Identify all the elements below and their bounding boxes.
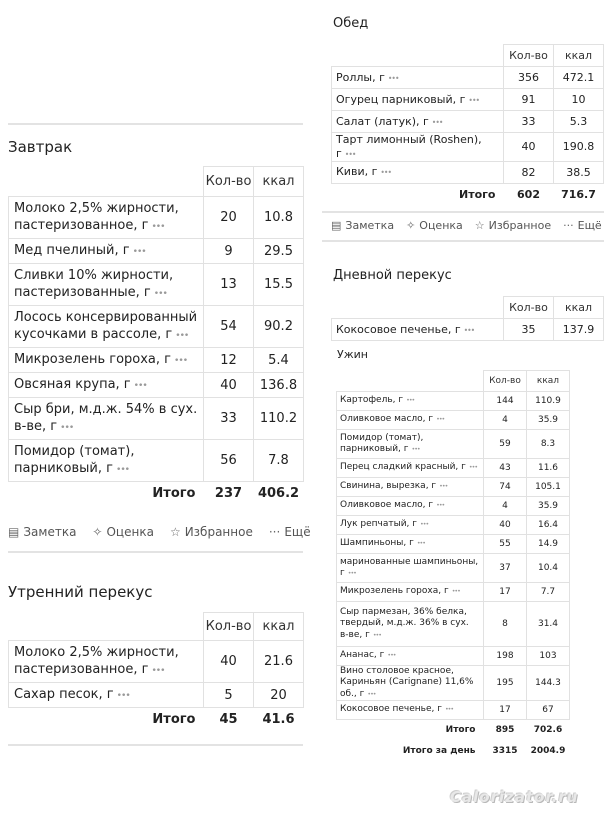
kcal-cell: 67 [527, 700, 570, 719]
day-total-kcal: 2004.9 [530, 745, 566, 756]
breakfast-title: Завтрак [8, 138, 73, 156]
kcal-cell: 8.3 [527, 430, 570, 459]
food-name[interactable]: Оливковое масло, г [340, 500, 434, 511]
table-row [337, 535, 570, 554]
food-name-cell[interactable] [337, 666, 484, 701]
kcal-cell: 90.2 [254, 306, 304, 348]
snack-morning-total-label: Итого [152, 712, 196, 728]
food-name[interactable]: маринованные шампиньоны, г [340, 556, 479, 578]
breakfast-top-divider [8, 123, 303, 125]
breakfast-total-label: Итого [152, 486, 196, 502]
column-header-qty: Кол-во [484, 371, 527, 392]
kcal-cell: 7.7 [527, 583, 570, 602]
food-name-cell[interactable] [337, 478, 484, 497]
breakfast-total-qty: 237 [214, 486, 243, 502]
qty-cell: 35 [504, 319, 554, 341]
note-icon: ▤ [8, 525, 20, 539]
food-name-cell[interactable] [9, 440, 204, 482]
row-menu-icon[interactable]: ••• [133, 380, 147, 391]
food-name[interactable]: Молоко 2,5% жирности, пастеризованное, г [14, 645, 179, 677]
food-name-cell[interactable] [332, 89, 504, 111]
kcal-cell: 103 [527, 647, 570, 666]
food-name[interactable]: Огурец парниковый, г [336, 92, 466, 106]
food-name[interactable]: Помидор (томат), парниковый, г [14, 444, 135, 476]
kcal-cell: 35.9 [527, 497, 570, 516]
kcal-cell: 14.9 [527, 535, 570, 554]
table-row [332, 67, 604, 89]
row-menu-icon[interactable]: ••• [116, 690, 130, 701]
kcal-cell: 144.3 [527, 666, 570, 701]
kcal-cell: 472.1 [554, 67, 604, 89]
table-row [337, 700, 570, 719]
row-menu-icon[interactable]: ••• [444, 706, 454, 714]
dinner-total-qty: 895 [495, 725, 515, 735]
food-name-cell[interactable] [337, 647, 484, 666]
note-button[interactable] [8, 525, 76, 539]
food-name-cell[interactable] [9, 683, 204, 708]
qty-cell: 40 [204, 373, 254, 398]
food-name[interactable]: Молоко 2,5% жирности, пастеризованное, г [14, 201, 179, 233]
food-name[interactable]: Микрозелень гороха, г [340, 586, 449, 597]
qty-cell: 54 [204, 306, 254, 348]
food-name-cell[interactable] [332, 319, 504, 341]
table-row [9, 197, 304, 239]
qty-cell: 4 [484, 411, 527, 430]
food-name[interactable]: Сахар песок, г [14, 686, 114, 702]
breakfast-table [8, 166, 304, 506]
lunch-total-label: Итого [459, 187, 496, 201]
snack-morning-total-kcal: 41.6 [262, 712, 295, 728]
food-name[interactable]: Салат (латук), г [336, 114, 429, 128]
row-menu-icon[interactable]: ••• [173, 355, 188, 366]
qty-cell: 198 [484, 647, 527, 666]
food-name-cell[interactable] [337, 602, 484, 647]
kcal-cell: 136.8 [254, 373, 304, 398]
snack-day-table [331, 296, 604, 341]
qty-cell: 195 [484, 666, 527, 701]
star-icon: ☆ [169, 525, 181, 539]
food-name[interactable]: Ананас, г [340, 650, 385, 661]
table-row [337, 647, 570, 666]
kcal-cell: 5.4 [254, 348, 304, 373]
kcal-cell: 38.5 [554, 161, 604, 183]
snack-morning-title: Утренний перекус [8, 583, 153, 601]
food-name-cell[interactable] [9, 264, 204, 306]
row-menu-icon[interactable]: ••• [436, 502, 445, 510]
dinner-total-label: Итого [445, 725, 476, 735]
watermark: Calorizator.ru [450, 788, 579, 806]
dinner-title: Ужин [337, 348, 368, 361]
table-row [337, 666, 570, 701]
food-name[interactable]: Оливковое масло, г [340, 414, 434, 425]
food-name[interactable]: Вино столовое красное, Кариньян (Carignane) 11,6% об., г [340, 666, 474, 699]
table-row [337, 392, 570, 411]
table-row [9, 641, 304, 683]
favorite-button[interactable] [475, 219, 551, 232]
qty-cell: 13 [204, 264, 254, 306]
table-row [337, 497, 570, 516]
food-name[interactable]: Тарт лимонный (Roshen), г [336, 133, 482, 160]
food-name-cell[interactable] [9, 641, 204, 683]
lunch-actions [331, 219, 602, 232]
qty-cell: 37 [484, 554, 527, 583]
kcal-cell: 11.6 [527, 459, 570, 478]
table-row [337, 478, 570, 497]
qty-cell: 40 [484, 516, 527, 535]
column-header-qty: Кол-во [204, 613, 254, 641]
table-row [337, 602, 570, 647]
row-menu-icon[interactable]: ••• [463, 325, 475, 335]
qty-cell: 82 [504, 161, 554, 183]
qty-cell: 4 [484, 497, 527, 516]
row-menu-icon[interactable]: ••• [416, 540, 425, 548]
kcal-cell: 31.4 [527, 602, 570, 647]
column-header-kcal: ккал [554, 297, 604, 319]
row-menu-icon[interactable]: ••• [387, 652, 396, 660]
food-name[interactable]: Сыр бри, м.д.ж. 54% в сух. в-ве, г [14, 402, 198, 434]
table-row [337, 516, 570, 535]
qty-cell: 5 [204, 683, 254, 708]
table-row [9, 683, 304, 708]
snack-morning-table [8, 612, 304, 732]
food-name-cell[interactable] [9, 197, 204, 239]
row-menu-icon[interactable]: ••• [367, 690, 376, 698]
kcal-cell: 21.6 [254, 641, 304, 683]
row-menu-icon[interactable]: ••• [468, 95, 480, 105]
qty-cell: 8 [484, 602, 527, 647]
row-menu-icon[interactable]: ••• [411, 446, 420, 453]
row-menu-icon[interactable]: ••• [151, 221, 165, 232]
food-name[interactable]: Перец сладкий красный, г [340, 462, 466, 473]
table-row [332, 161, 604, 183]
table-row [337, 583, 570, 602]
food-name-cell[interactable] [9, 373, 204, 398]
row-menu-icon[interactable]: ••• [132, 246, 146, 257]
food-name[interactable]: Киви, г [336, 165, 378, 179]
food-name-cell[interactable] [337, 459, 484, 478]
food-name-cell[interactable] [9, 306, 204, 348]
day-total-label: Итого за день [402, 745, 476, 756]
rating-button[interactable] [92, 525, 154, 539]
qty-cell: 17 [484, 583, 527, 602]
qty-cell: 56 [204, 440, 254, 482]
table-row [9, 264, 304, 306]
qty-cell: 40 [504, 133, 554, 162]
row-menu-icon[interactable]: ••• [420, 521, 429, 529]
food-name-cell[interactable] [337, 497, 484, 516]
table-row [337, 554, 570, 583]
header-blank [332, 297, 504, 319]
kcal-cell: 110.9 [527, 392, 570, 411]
food-name-cell[interactable] [337, 535, 484, 554]
favorite-label: Избранное [488, 219, 552, 232]
dinner-total-kcal: 702.6 [533, 725, 563, 735]
snack-morning-bottom-divider [8, 744, 303, 746]
snack-day-title: Дневной перекус [333, 268, 452, 283]
food-name[interactable]: Сливки 10% жирности, пастеризованные, г [14, 268, 174, 300]
row-menu-icon[interactable]: ••• [436, 416, 445, 424]
qty-cell: 9 [204, 239, 254, 264]
food-name[interactable]: Кокосовое печенье, г [340, 704, 442, 715]
food-name[interactable]: Мед пчелиный, г [14, 242, 130, 258]
food-name[interactable]: Микрозелень гороха, г [14, 351, 171, 367]
dinner-table [336, 370, 570, 761]
qty-cell: 144 [484, 392, 527, 411]
food-name[interactable]: Шампиньоны, г [340, 538, 414, 549]
qty-cell: 43 [484, 459, 527, 478]
food-name[interactable]: Помидор (томат), парниковый, г [340, 432, 424, 454]
header-blank [332, 45, 504, 67]
table-row [332, 89, 604, 111]
row-menu-icon[interactable]: ••• [115, 464, 130, 475]
kcal-cell: 10.4 [527, 554, 570, 583]
lunch-divider [322, 211, 604, 213]
food-name-cell[interactable] [9, 398, 204, 440]
table-row [332, 111, 604, 133]
qty-cell: 40 [204, 641, 254, 683]
note-button[interactable] [331, 219, 394, 232]
rating-label: Оценка [419, 219, 463, 232]
kcal-cell: 7.8 [254, 440, 304, 482]
table-row [9, 373, 304, 398]
food-name-cell[interactable] [332, 111, 504, 133]
food-name-cell[interactable] [337, 430, 484, 459]
note-label: Заметка [23, 525, 77, 539]
row-menu-icon[interactable]: ••• [451, 588, 460, 596]
column-header-qty: Кол-во [504, 45, 554, 67]
table-row [9, 440, 304, 482]
kcal-cell: 10 [554, 89, 604, 111]
qty-cell: 20 [204, 197, 254, 239]
favorite-label: Избранное [184, 525, 253, 539]
day-total-qty: 3315 [492, 745, 518, 756]
qty-cell: 74 [484, 478, 527, 497]
lunch-actions-divider [322, 240, 604, 242]
food-name-cell[interactable] [9, 348, 204, 373]
kcal-cell: 35.9 [527, 411, 570, 430]
row-menu-icon[interactable]: ••• [372, 631, 381, 639]
row-menu-icon[interactable]: ••• [380, 168, 391, 178]
column-header-kcal: ккал [254, 613, 304, 641]
table-row [337, 411, 570, 430]
qty-cell: 356 [504, 67, 554, 89]
rating-label: Оценка [106, 525, 154, 539]
table-row [9, 239, 304, 264]
qty-cell: 55 [484, 535, 527, 554]
note-icon: ▤ [331, 219, 342, 232]
kcal-cell: 20 [254, 683, 304, 708]
food-name[interactable]: Лук репчатый, г [340, 519, 418, 530]
more-label: Ещё [577, 219, 602, 232]
lunch-table [331, 44, 604, 205]
qty-cell: 33 [204, 398, 254, 440]
food-name[interactable]: Кокосовое печенье, г [336, 322, 461, 336]
lunch-total-qty: 602 [517, 187, 540, 201]
food-name[interactable]: Роллы, г [336, 70, 385, 84]
kcal-cell: 10.8 [254, 197, 304, 239]
qty-cell: 91 [504, 89, 554, 111]
table-row [332, 133, 604, 162]
food-name-cell[interactable] [332, 67, 504, 89]
food-name[interactable]: Картофель, г [340, 395, 404, 406]
column-header-kcal: ккал [254, 167, 304, 197]
more-button[interactable] [563, 219, 602, 232]
food-name[interactable]: Сыр пармезан, 36% белка, твердый, м.д.ж. 36% в сух. в-ве, г [340, 607, 469, 640]
column-header-qty: Кол-во [204, 167, 254, 197]
qty-cell: 59 [484, 430, 527, 459]
row-menu-icon[interactable]: ••• [151, 665, 165, 676]
kcal-cell: 110.2 [254, 398, 304, 440]
food-name[interactable]: Свинина, вырезка, г [340, 481, 437, 492]
qty-cell: 12 [204, 348, 254, 373]
food-name[interactable]: Овсяная крупа, г [14, 376, 131, 392]
header-blank [9, 167, 204, 197]
more-icon: ··· [563, 219, 574, 232]
more-label: Ещё [284, 525, 311, 539]
kcal-cell: 105.1 [527, 478, 570, 497]
kcal-cell: 16.4 [527, 516, 570, 535]
table-row [9, 398, 304, 440]
bulb-icon: ✧ [406, 219, 416, 232]
row-menu-icon[interactable]: ••• [439, 483, 448, 491]
header-blank [337, 371, 484, 392]
row-menu-icon[interactable]: ••• [153, 288, 167, 299]
row-menu-icon[interactable]: ••• [347, 570, 356, 577]
food-name[interactable]: Лосось консервированный кусочками в рассоле, г [14, 310, 198, 342]
more-button[interactable] [269, 525, 311, 539]
snack-morning-total-qty: 45 [219, 712, 238, 728]
food-name-cell[interactable] [337, 516, 484, 535]
table-row [9, 348, 304, 373]
food-name-cell[interactable] [337, 700, 484, 719]
row-menu-icon[interactable]: ••• [387, 73, 399, 83]
food-name-cell[interactable] [9, 239, 204, 264]
row-menu-icon[interactable]: ••• [431, 117, 443, 127]
row-menu-icon[interactable]: ••• [468, 464, 478, 472]
breakfast-bottom-divider [8, 551, 303, 553]
more-icon: ··· [268, 525, 281, 539]
kcal-cell: 15.5 [254, 264, 304, 306]
rating-button[interactable] [406, 219, 463, 232]
row-menu-icon[interactable]: ••• [406, 397, 415, 405]
column-header-qty: Кол-во [504, 297, 554, 319]
row-menu-icon[interactable]: ••• [344, 149, 356, 159]
lunch-title: Обед [333, 16, 369, 31]
food-name-cell[interactable] [332, 133, 504, 162]
table-row [337, 430, 570, 459]
header-blank [9, 613, 204, 641]
table-row [332, 319, 604, 341]
column-header-kcal: ккал [554, 45, 604, 67]
food-name-cell[interactable] [337, 554, 484, 583]
column-header-kcal: ккал [527, 371, 570, 392]
row-menu-icon[interactable]: ••• [60, 422, 74, 433]
breakfast-actions [8, 525, 327, 539]
kcal-cell: 29.5 [254, 239, 304, 264]
food-name-cell[interactable] [332, 161, 504, 183]
qty-cell: 33 [504, 111, 554, 133]
kcal-cell: 5.3 [554, 111, 604, 133]
bulb-icon: ✧ [92, 525, 103, 539]
star-icon: ☆ [474, 219, 485, 232]
row-menu-icon[interactable]: ••• [175, 330, 189, 341]
food-name-cell[interactable] [337, 583, 484, 602]
food-name-cell[interactable] [337, 411, 484, 430]
qty-cell: 17 [484, 700, 527, 719]
breakfast-total-kcal: 406.2 [257, 486, 300, 502]
table-row [9, 306, 304, 348]
favorite-button[interactable] [170, 525, 253, 539]
lunch-total-kcal: 716.7 [561, 187, 596, 201]
note-label: Заметка [345, 219, 395, 232]
food-name-cell[interactable] [337, 392, 484, 411]
kcal-cell: 190.8 [554, 133, 604, 162]
table-row [337, 459, 570, 478]
kcal-cell: 137.9 [554, 319, 604, 341]
